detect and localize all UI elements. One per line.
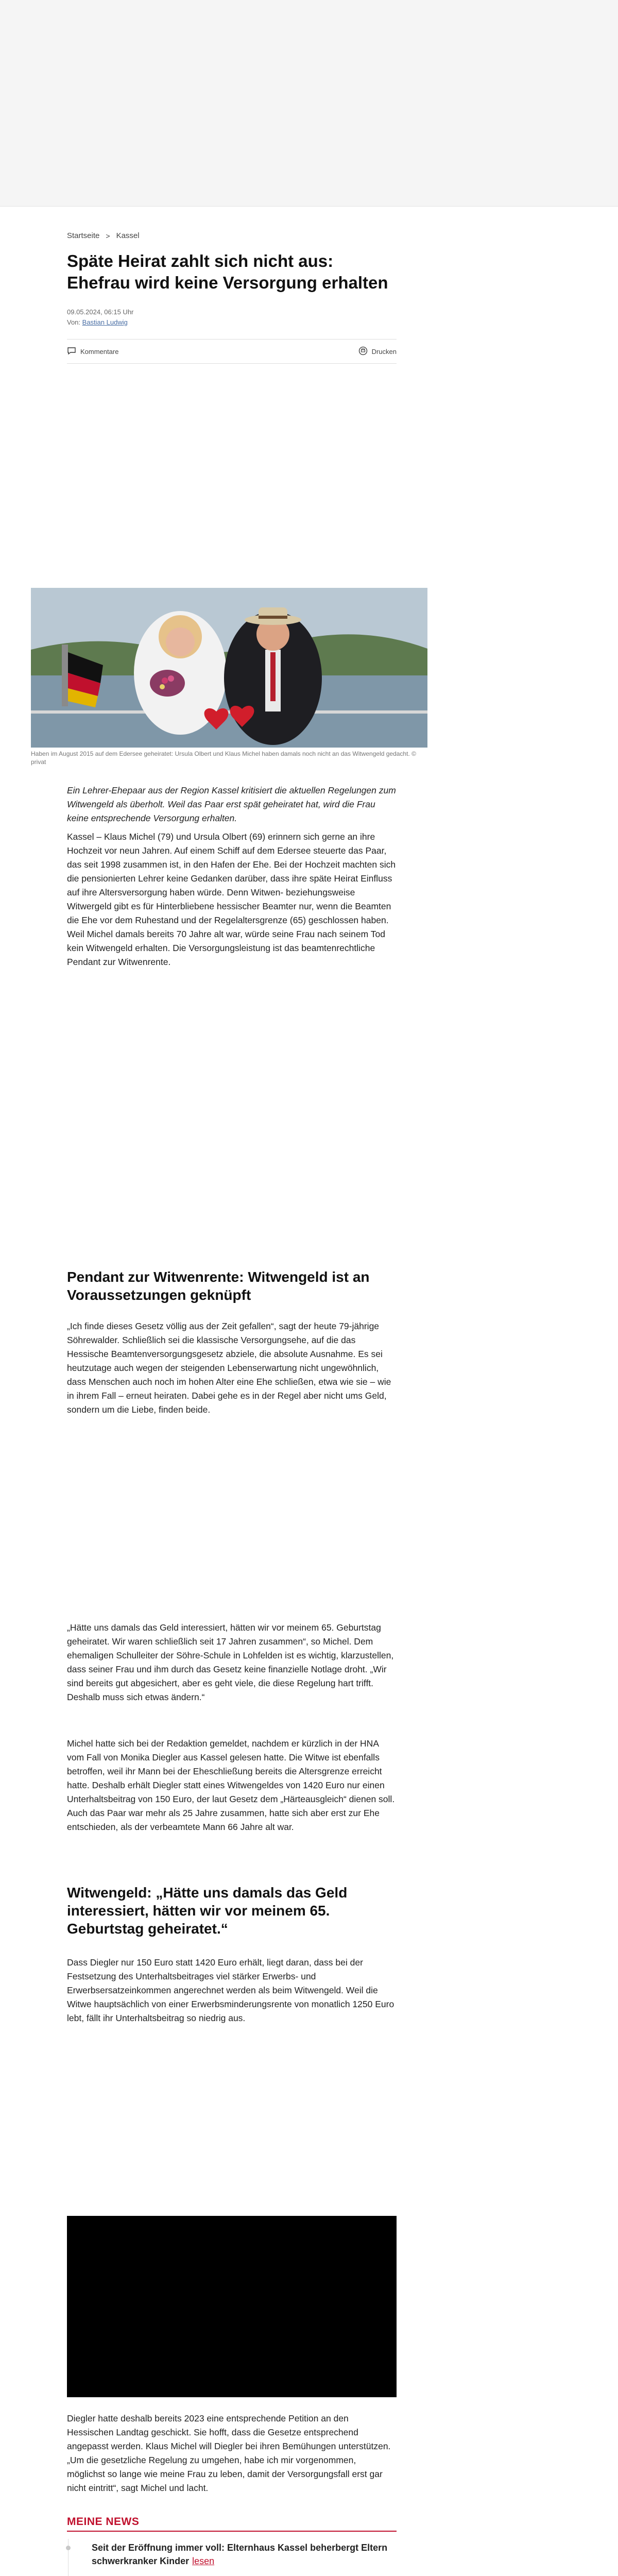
page-title: Späte Heirat zahlt sich nicht aus: Ehefrau wird keine Versorgung erhalten xyxy=(67,251,388,292)
publish-date: 09.05.2024, 06:15 Uhr xyxy=(67,308,134,316)
wedding-photo xyxy=(31,588,427,748)
breadcrumb-home[interactable]: Startseite xyxy=(67,231,100,240)
article-lead: Ein Lehrer-Ehepaar aus der Region Kassel kritisiert die aktuellen Regelungen zum Witwengeld als überholt. Weil das Paar erst spät geheiratet hat, wird die Frau keine entsprechende Versorgung erhalten. xyxy=(67,785,396,823)
subheading-1: Pendant zur Witwenrente: Witwengeld ist an Voraussetzungen geknüpft xyxy=(67,1269,370,1303)
author-prefix: Von: xyxy=(67,318,81,326)
paragraph-3: „Hätte uns damals das Geld interessiert, hätten wir vor meinem 65. Geburtstag geheiratet. Wir waren schließlich seit 17 Jahren zusammen“, so Michel. Dem ehemaligen Schulleiter der Söhre-Schule in Lohfelden ist es wichtig, klarzustellen, dass seiner Frau und ihm durch das Gesetz keine finanzielle Notlage droht. „Wir sind bereits gut abgesichert, aber es geht viele, die diese Regelung hart trifft. Deshalb muss sich etwas ändern.“ xyxy=(67,1622,394,1702)
print-label: Drucken xyxy=(371,347,397,355)
paragraph-1: Kassel – Klaus Michel (79) und Ursula Olbert (69) erinnern sich gerne an ihre Hochzeit vor neun Jahren. Auf einem Schiff auf dem Edersee steuerte das Paar, das seit 1998 zusammen ist, in den Hafen der Ehe. Bei der Hochzeit machten sich die pensionierten Lehrer keine Gedanken darüber, dass ihre späte Heirat Einfluss auf ihre Altersversorgung haben würde. Denn Witwen- beziehungsweise Witwergeld gibt es für Hinterbliebene hessischer Beamter nur, wenn die Beamten die Ehe vor dem Ruhestand und der Regelaltersgrenze (65) geschlossen haben. Weil Michel damals bereits 70 Jahre alt war, würde seine Frau nach seinem Tod kein Witwengeld erhalten. Die Versorgungsleistung ist das beamtenrechtliche Pendant zur Witwenrente. xyxy=(67,832,396,967)
timeline-dot-icon xyxy=(66,2546,71,2550)
photo-caption: Haben im August 2015 auf dem Edersee geheiratet: Ursula Olbert und Klaus Michel haben damals noch nicht an das Witwengeld gedacht. © privat xyxy=(31,750,416,766)
subheading-2: Witwengeld: „Hätte uns damals das Geld interessiert, hätten wir vor meinem 65. Geburtstag geheiratet.“ xyxy=(67,1885,348,1937)
article-photo xyxy=(31,588,427,748)
news-item[interactable]: Seit der Eröffnung immer voll: Elternhaus Kassel beherbergt Eltern schwerkranker Kinder lesen xyxy=(67,2541,397,2568)
author-link[interactable]: Bastian Ludwig xyxy=(82,318,128,326)
news-box xyxy=(67,2515,397,2576)
article-header xyxy=(67,231,397,364)
page-content xyxy=(0,206,618,2576)
breadcrumb-separator: > xyxy=(106,231,110,240)
news-box-rule xyxy=(67,2531,397,2532)
article-meta xyxy=(67,307,397,328)
print-icon xyxy=(358,346,368,357)
article-actions xyxy=(67,339,397,364)
paragraph-5: Dass Diegler nur 150 Euro statt 1420 Euro erhält, liegt daran, dass bei der Festsetzung des Unterhaltsbeitrages viel stärker Erwerbs- und Erwerbsersatzeinkommen angerechnet werden als beim Witwengeld. Weil die Witwe hauptsächlich von einer Erwerbsminderungsrente von monatlich 1250 Euro lebt, fällt ihr Unterhaltsbeitrag so niedrig aus. xyxy=(67,1957,394,2023)
news-list xyxy=(67,2541,397,2576)
news-box-title: MEINE NEWS xyxy=(67,2516,140,2528)
breadcrumb xyxy=(67,231,397,240)
comment-icon xyxy=(67,347,76,357)
paragraph-4: Michel hatte sich bei der Redaktion gemeldet, nachdem er kürzlich in der HNA vom Fall von Monika Diegler aus Kassel gelesen hatte. Die Witwe ist ebenfalls betroffen, weil ihr Mann bei der Eheschließung bereits die Altersgrenze erreicht hatte. Deshalb erhält Diegler statt eines Witwengeldes von 1420 Euro nur einen Unterhaltsbeitrag von 150 Euro, der laut Gesetz dem „Härteausgleich“ dienen soll. Auch das Paar war mehr als 25 Jahre zusammen, hatte sich aber erst zur Ehe entschieden, als der verbeamtete Mann 66 Jahre alt war. xyxy=(67,1738,395,1832)
video-player[interactable] xyxy=(67,2216,397,2397)
paragraph-6: Diegler hatte deshalb bereits 2023 eine entsprechende Petition an den Hessischen Landtag geschickt. Sie hofft, dass die Gesetze entsprechend angepasst werden. Klaus Michel will Diegler bei ihren Bemühungen unterstützen. „Um die gesetzliche Regelung zu umgehen, habe ich mir vorgenommen, möglichst so lange wie meine Frau zu leben, damit der Versorgungsfall erst gar nicht eintritt“, sagt Michel und lacht. xyxy=(67,2413,391,2493)
print-button[interactable] xyxy=(358,346,397,357)
comments-button[interactable] xyxy=(67,347,118,357)
breadcrumb-section[interactable]: Kassel xyxy=(116,231,140,240)
paragraph-2: „Ich finde dieses Gesetz völlig aus der Zeit gefallen“, sagt der heute 79-jährige Söhrewalder. Schließlich sei die klassische Versorgungsehe, auf die das Hessische Beamtenversorgungsgesetz abziele, die absolute Ausnahme. Es sei heutzutage auch wegen der steigenden Lebenserwartung nicht ungewöhnlich, dass Menschen auch noch im hohen Alter eine Ehe schließen, etwa wie sie – wie in ihrem Fall – erneut heiraten. Dabei gehe es in der Regel aber nicht ums Geld, sondern um die Liebe, finden beide. xyxy=(67,1321,391,1415)
read-more-link[interactable]: lesen xyxy=(192,2556,215,2566)
comments-label: Kommentare xyxy=(80,347,119,355)
